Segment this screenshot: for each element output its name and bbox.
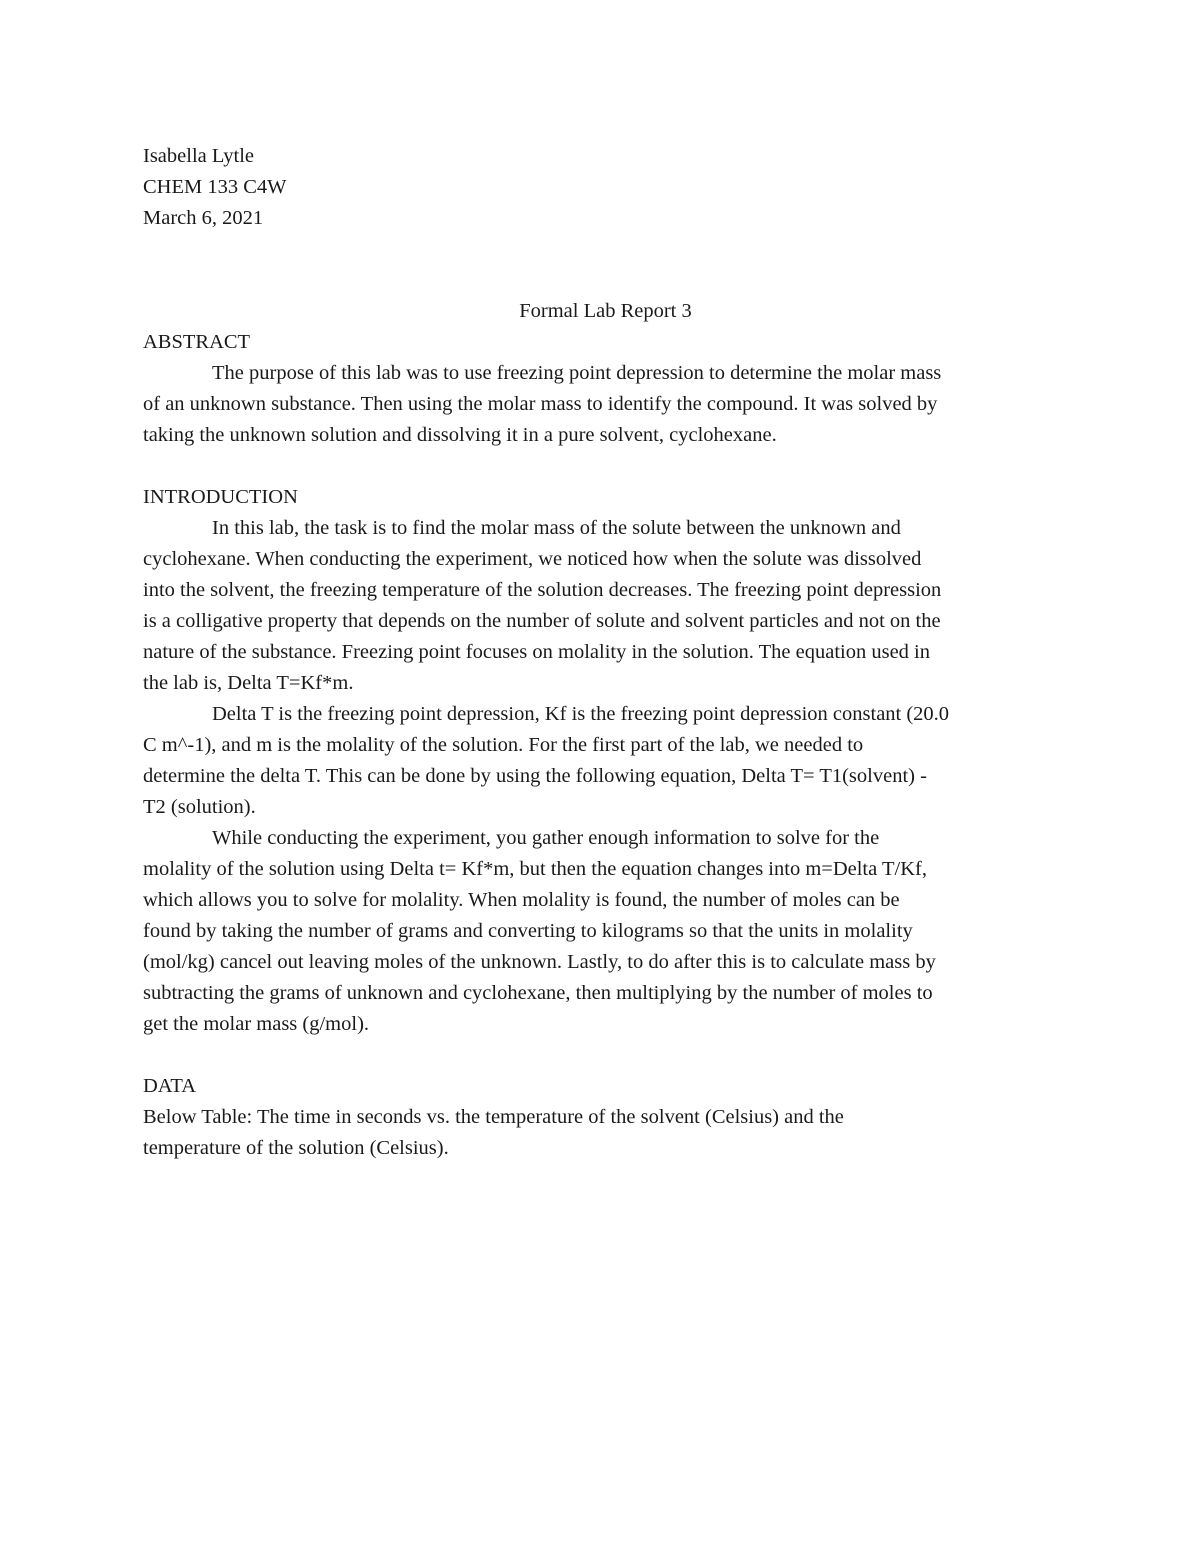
introduction-section [143,482,1068,1040]
intro-line: Delta T is the freezing point depression, Kf is the freezing point depression constant (20.0 [212,703,950,725]
intro-line: which allows you to solve for molality. When molality is found, the number of moles can be [143,889,900,911]
abstract-heading: ABSTRACT [143,331,251,353]
section-spacer [143,451,1068,482]
intro-line: cyclohexane. When conducting the experiment, we noticed how when the solute was dissolved [143,548,922,570]
document-body [143,141,1068,1164]
data-section [143,1071,1068,1164]
author-name: Isabella Lytle [143,145,254,167]
intro-line: found by taking the number of grams and converting to kilograms so that the units in molality [143,920,913,942]
table-caption-line: temperature of the solution (Celsius). [143,1137,449,1159]
intro-line: C m^-1), and m is the molality of the solution. For the first part of the lab, we needed to [143,734,864,756]
intro-line: determine the delta T. This can be done by using the following equation, Delta T= T1(solvent) - [143,765,927,787]
report-title: Formal Lab Report 3 [519,300,692,322]
intro-line: is a colligative property that depends on the number of solute and solvent particles and not on the [143,610,941,632]
abstract-line: of an unknown substance. Then using the molar mass to identify the compound. It was solved by [143,393,938,415]
intro-line: While conducting the experiment, you gather enough information to solve for the [212,827,880,849]
introduction-heading: INTRODUCTION [143,486,298,508]
abstract-line: The purpose of this lab was to use freezing point depression to determine the molar mass [212,362,942,384]
intro-line: subtracting the grams of unknown and cyclohexane, then multiplying by the number of moles to [143,982,933,1004]
intro-line: molality of the solution using Delta t= Kf*m, but then the equation changes into m=Delta T/Kf, [143,858,927,880]
intro-line: In this lab, the task is to find the molar mass of the solute between the unknown and [212,517,901,539]
table-caption-line: Below Table: The time in seconds vs. the temperature of the solvent (Celsius) and the [143,1106,844,1128]
data-heading: DATA [143,1075,197,1097]
intro-line: into the solvent, the freezing temperature of the solution decreases. The freezing point depression [143,579,942,601]
introduction-paragraph-3 [143,823,1068,1040]
intro-line: (mol/kg) cancel out leaving moles of the unknown. Lastly, to do after this is to calculate mass by [143,951,936,973]
intro-line: get the molar mass (g/mol). [143,1013,370,1035]
report-date: March 6, 2021 [143,207,264,229]
intro-line: T2 (solution). [143,796,256,818]
section-spacer [143,1040,1068,1071]
abstract-section [143,327,1068,451]
course-code: CHEM 133 C4W [143,176,287,198]
introduction-paragraph-1 [143,513,1068,699]
abstract-paragraph [143,358,1068,451]
intro-line: nature of the substance. Freezing point focuses on molality in the solution. The equation used in [143,641,930,663]
introduction-paragraph-2 [143,699,1068,823]
intro-line: the lab is, Delta T=Kf*m. [143,672,354,694]
document-header [143,141,1068,234]
abstract-line: taking the unknown solution and dissolving it in a pure solvent, cyclohexane. [143,424,777,446]
